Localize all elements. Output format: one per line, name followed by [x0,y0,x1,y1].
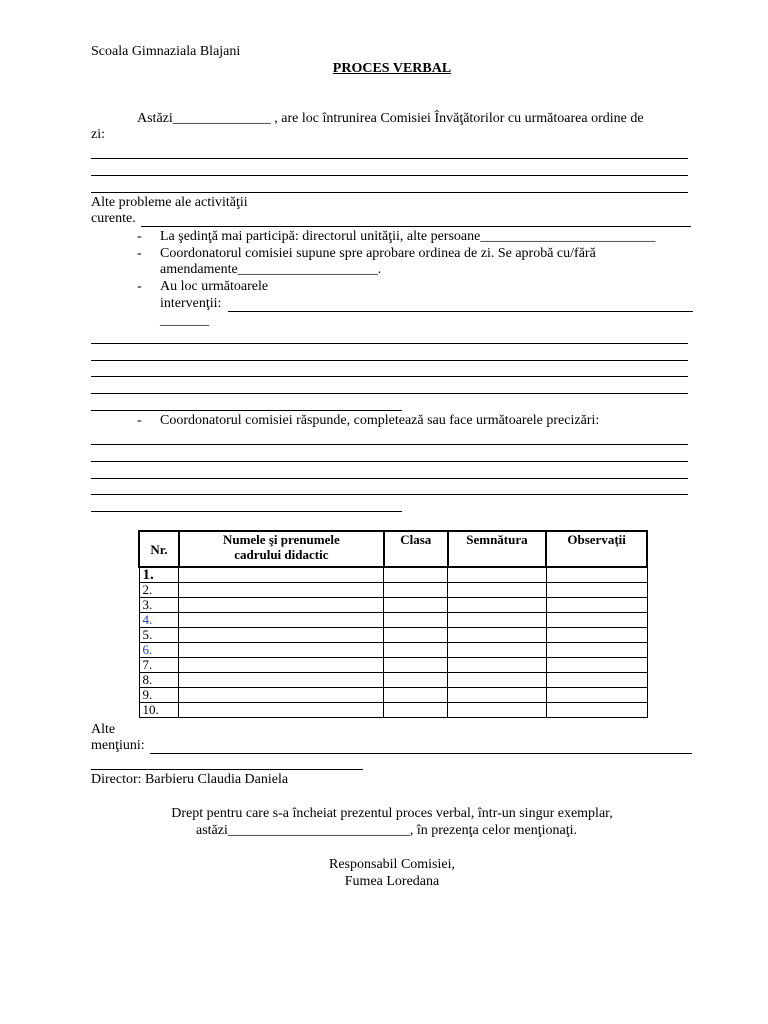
mentions-label-2: menţiuni: [91,738,145,753]
bullet-coordinator-response: Coordonatorul comisiei răspunde, completează sau face următoarele precizări: [160,413,600,428]
class-cell[interactable] [384,688,448,703]
signature-cell[interactable] [448,613,547,628]
observations-cell[interactable] [546,567,647,583]
class-cell[interactable] [384,643,448,658]
observations-cell[interactable] [546,598,647,613]
signature-cell[interactable] [448,658,547,673]
table-row [139,628,647,643]
row-number: 9. [139,688,179,703]
other-problems-label-2: curente. [91,211,136,226]
response-line [91,461,688,462]
intro-prefix: Astăzi [137,111,173,126]
intro-line-2: zi: [91,127,105,142]
closing-statement-2: astăzi__________________________, în prezenţa celor menţionaţi. [196,823,578,838]
class-cell[interactable] [384,613,448,628]
header-class: Clasa [384,531,448,567]
name-cell[interactable] [179,628,384,643]
other-problems-label: Alte probleme ale activităţii [91,195,248,210]
bullet-agenda-approval-2: amendamente____________________. [160,262,382,277]
bullet-dash: - [137,229,142,244]
class-cell[interactable] [384,567,448,583]
bullet-dash: - [137,279,142,294]
name-cell[interactable] [179,688,384,703]
observations-cell[interactable] [546,628,647,643]
response-line [91,478,688,479]
table-row [139,643,647,658]
other-problems-line [141,226,691,227]
observations-cell[interactable] [546,703,647,718]
interventions-line [91,410,402,411]
interventions-line [91,376,688,377]
mentions-line [150,753,692,754]
row-number: 7. [139,658,179,673]
row-number: 3. [139,598,179,613]
interventions-line [91,343,688,344]
header-nr: Nr. [139,531,179,567]
name-cell[interactable] [179,583,384,598]
bullet-agenda-approval: Coordonatorul comisiei supune spre aprobare ordinea de zi. Se aprobă cu/fără [160,246,596,261]
class-cell[interactable] [384,658,448,673]
name-cell[interactable] [179,643,384,658]
class-cell[interactable] [384,598,448,613]
table-row [139,583,647,598]
interventions-line [91,360,688,361]
responsible-role: Responsabil Comisiei, [329,857,455,872]
interventions-line [228,311,693,312]
signature-cell[interactable] [448,567,547,583]
school-name: Scoala Gimnaziala Blajani [91,44,241,59]
table-row [139,658,647,673]
name-cell[interactable] [179,703,384,718]
signature-cell[interactable] [448,583,547,598]
bullet-interventions-2: intervenţii: [160,296,222,311]
class-cell[interactable] [384,703,448,718]
table-row [139,688,647,703]
bullet-participants: La şedinţă mai participă: directorul unităţii, alte persoane_________________________ [160,229,656,244]
row-number: 6. [139,643,179,658]
mentions-label: Alte [91,722,116,737]
table-row [139,673,647,688]
response-line [91,444,688,445]
name-cell[interactable] [179,673,384,688]
agenda-line [91,192,688,193]
observations-cell[interactable] [546,643,647,658]
responsible-name: Fumea Loredana [344,874,440,889]
name-cell[interactable] [179,613,384,628]
bullet-dash: - [137,413,142,428]
signature-cell[interactable] [448,703,547,718]
table-row [139,613,647,628]
table-row [139,598,647,613]
signature-cell[interactable] [448,673,547,688]
header-signature: Semnătura [448,531,547,567]
observations-cell[interactable] [546,583,647,598]
signature-cell[interactable] [448,598,547,613]
bullet-dash: - [137,246,142,261]
row-number: 1. [139,567,179,583]
name-cell[interactable] [179,567,384,583]
response-line [91,494,688,495]
signature-cell[interactable] [448,688,547,703]
row-number: 4. [139,613,179,628]
row-number: 5. [139,628,179,643]
bullet-interventions: Au loc următoarele [160,279,269,294]
intro-blank: ______________ [172,111,271,126]
document-title: PROCES VERBAL [332,61,452,76]
closing-statement: Drept pentru care s-a încheiat prezentul proces verbal, într-un singur exemplar, [171,806,613,821]
row-number: 2. [139,583,179,598]
signature-cell[interactable] [448,628,547,643]
name-cell[interactable] [179,598,384,613]
row-number: 10. [139,703,179,718]
observations-cell[interactable] [546,658,647,673]
observations-cell[interactable] [546,688,647,703]
header-name: Numele şi prenumele cadrului didactic [179,531,384,567]
table-row [139,567,647,583]
director-name: Director: Barbieru Claudia Daniela [91,772,289,787]
name-cell[interactable] [179,658,384,673]
agenda-line [91,175,688,176]
header-observations: Observaţii [546,531,647,567]
response-line [91,511,402,512]
class-cell[interactable] [384,583,448,598]
intro-line [137,111,644,127]
row-number: 8. [139,673,179,688]
observations-cell[interactable] [546,673,647,688]
bullet-interventions-3: _______ [160,313,209,328]
agenda-line [91,158,688,159]
attendance-table [138,530,648,718]
interventions-line [91,393,688,394]
observations-cell[interactable] [546,613,647,628]
class-cell[interactable] [384,628,448,643]
signature-cell[interactable] [448,643,547,658]
table-row [139,703,647,718]
intro-suffix: , are loc întrunirea Comisiei Învăţătorilor cu următoarea ordine de [270,111,644,126]
class-cell[interactable] [384,673,448,688]
director-signature-line [91,769,363,770]
